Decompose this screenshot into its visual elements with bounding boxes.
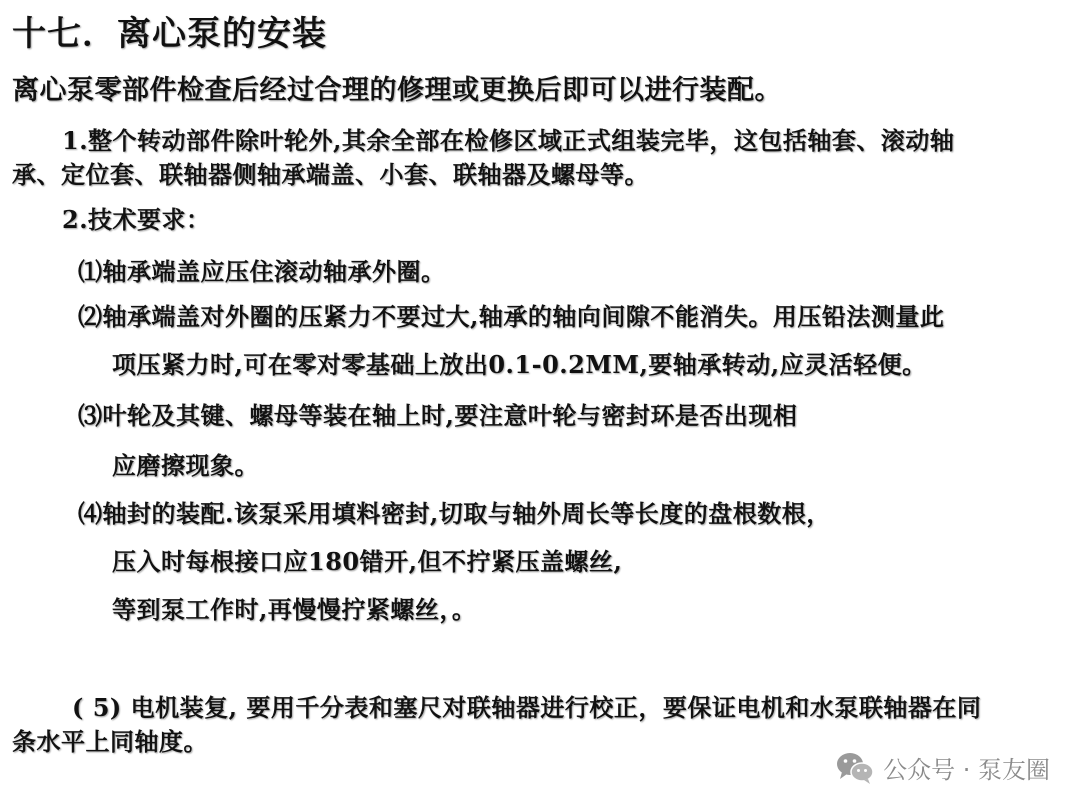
item1-line1: 1.整个转动部件除叶轮外,其余全部在检修区域正式组装完毕，这包括轴套、滚动轴	[62, 126, 955, 155]
requirement-4-line3: 等到泵工作时,再慢慢拧紧螺丝，。	[112, 595, 477, 624]
watermark-text: 公众号 · 泵友圈	[883, 756, 1050, 784]
requirement-5-line1: ( 5) 电机装复, 要用千分表和塞尺对联轴器进行校正，要保证电机和水泵联轴器在同	[72, 693, 982, 722]
item1-line2: 承、定位套、联轴器侧轴承端盖、小套、联轴器及螺母等。	[12, 160, 649, 189]
requirement-4-line2: 压入时每根接口应180错开,但不拧紧压盖螺丝,	[112, 547, 623, 576]
item2-heading: 2.技术要求：	[62, 205, 211, 234]
requirement-3-line2: 应磨擦现象。	[112, 451, 259, 480]
requirement-1: ⑴轴承端盖应压住滚动轴承外圈。	[78, 257, 446, 286]
watermark	[835, 750, 1050, 785]
requirement-2-line2: 项压紧力时,可在零对零基础上放出0.1-0.2MM,要轴承转动,应灵活轻便。	[112, 350, 927, 379]
requirement-2-line1: ⑵轴承端盖对外圈的压紧力不要过大,轴承的轴向间隙不能消失。用压铅法测量此	[78, 302, 945, 331]
intro-sentence: 离心泵零部件检查后经过合理的修理或更换后即可以进行装配。	[12, 75, 782, 106]
page-title: 十七．离心泵的安装	[12, 14, 327, 54]
wechat-icon	[835, 751, 875, 785]
requirement-4-line1: ⑷轴封的装配.该泵采用填料密封,切取与轴外周长等长度的盘根数根，	[78, 499, 831, 528]
requirement-3-line1: ⑶叶轮及其键、螺母等装在轴上时,要注意叶轮与密封环是否出现相	[78, 401, 798, 430]
requirement-5-line2: 条水平上同轴度。	[12, 727, 208, 756]
